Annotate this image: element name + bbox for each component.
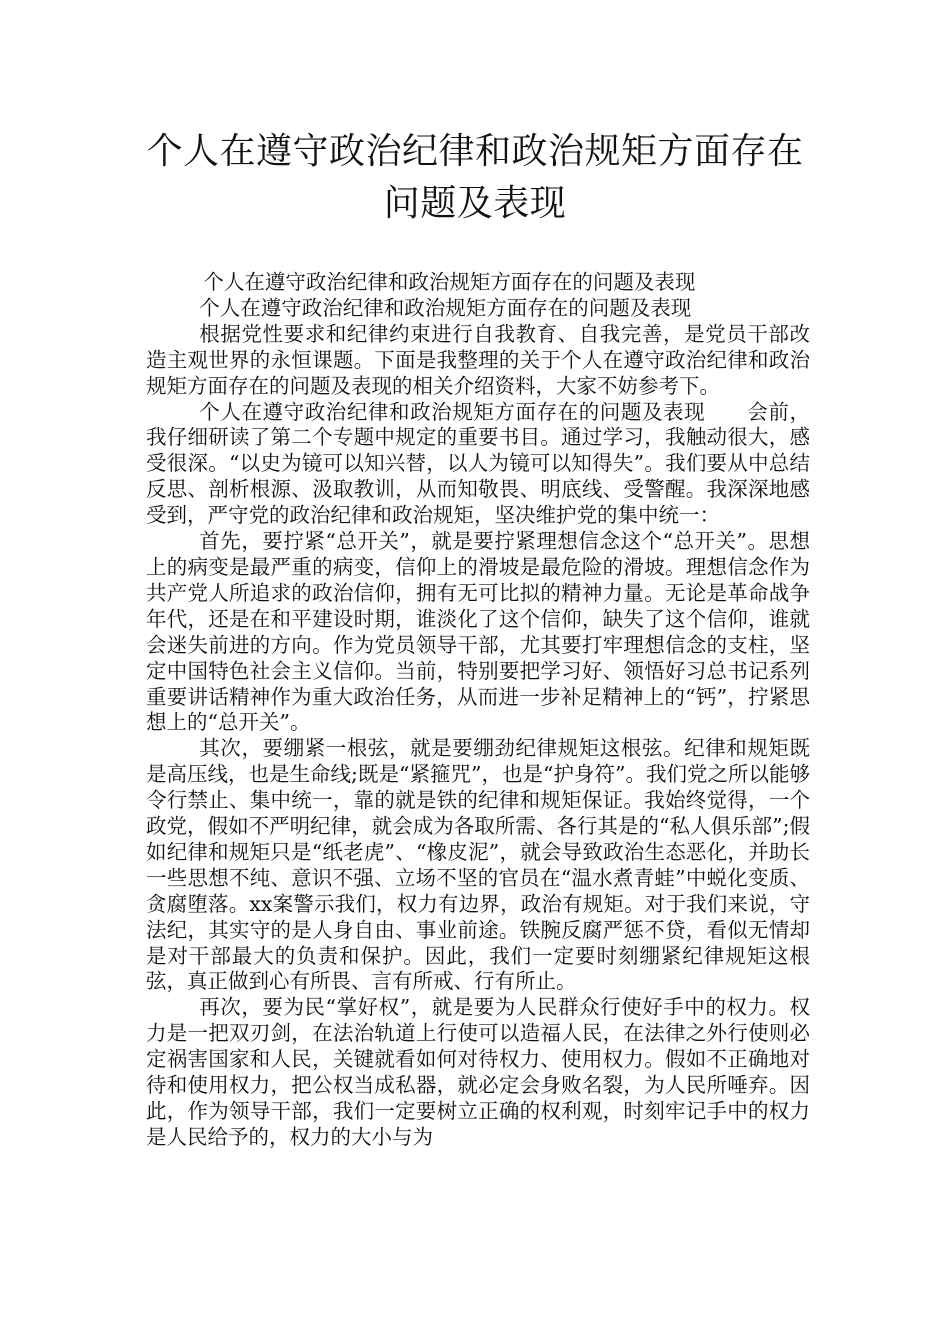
subtitle-line-2: 个人在遵守政治纪律和政治规矩方面存在的问题及表现	[199, 295, 692, 320]
document-title: 个人在遵守政治纪律和政治规矩方面存在问题及表现	[146, 131, 804, 224]
subtitle-line-1: 个人在遵守政治纪律和政治规矩方面存在的问题及表现	[203, 270, 696, 294]
paragraph-first-point: 首先，要拧紧“总开关”，就是要拧紧理想信念这个“总开关”。思想上的病变是最严重的病变，信仰上的滑坡是最危险的滑坡。理想信念作为共产党人所追求的政治信仰，拥有无可比拟的精神力量。无论是革命战争年代，还是在和平建设时期，谁淡化了这个信仰，缺失了这个信仰，谁就会迷失前进的方向。作为党员领导干部，尤其要打牢理想信念的支柱，坚定中国特色社会主义信仰。当前，特别要把学习好、领悟好习总书记系列重要讲话精神作为重大政治任务，从而进一步补足精神上的“钙”，拧紧思想上的“总开关”。	[146, 529, 810, 735]
paragraph-third-point: 再次，要为民“掌好权”，就是要为人民群众行使好手中的权力。权力是一把双刃剑，在法治轨道上行使可以造福人民，在法律之外行使则必定祸害国家和人民，关键就看如何对待权力、使用权力。假如不正确地对待和使用权力，把公权当成私器，就必定会身败名裂，为人民所唾弃。因此，作为领导干部，我们一定要树立正确的权利观，时刻牢记手中的权力是人民给予的，权力的大小与为	[146, 995, 810, 1149]
paragraph-opening: 个人在遵守政治纪律和政治规矩方面存在的问题及表现 会前，我仔细研读了第二个专题中规定的重要书目。通过学习，我触动很大，感受很深。“以史为镜可以知兴替，以人为镜可以知得失”。我们要从中总结反思、剖析根源、汲取教训，从而知敬畏、明底线、受警醒。我深深地感受到，严守党的政治纪律和政治规矩，坚决维护党的集中统一：	[146, 399, 810, 528]
document-body	[146, 270, 810, 1151]
paragraph-second-point: 其次，要绷紧一根弦，就是要绷劲纪律规矩这根弦。纪律和规矩既是高压线，也是生命线;既是“紧箍咒”，也是“护身符”。我们党之所以能够令行禁止、集中统一，靠的就是铁的纪律和规矩保证。我始终觉得，一个政党，假如不严明纪律，就会成为各取所需、各行其是的“私人俱乐部”;假如纪律和规矩只是“纸老虎”、“橡皮泥”，就会导致政治生态恶化，并助长一些思想不纯、意识不强、立场不坚的官员在“温水煮青蛙”中蜕化变质、贪腐堕落。xx案警示我们，权力有边界，政治有规矩。对于我们来说，守法纪，其实守的是人身自由、事业前途。铁腕反腐严惩不贷，看似无情却是对干部最大的负责和保护。因此，我们一定要时刻绷紧纪律规矩这根弦，真正做到心有所畏、言有所戒、行有所止。	[146, 736, 810, 994]
paragraph-intro: 根据党性要求和纪律约束进行自我教育、自我完善，是党员干部改造主观世界的永恒课题。下面是我整理的关于个人在遵守政治纪律和政治规矩方面存在的问题及表现的相关介绍资料，大家不妨参考下。	[146, 321, 810, 398]
